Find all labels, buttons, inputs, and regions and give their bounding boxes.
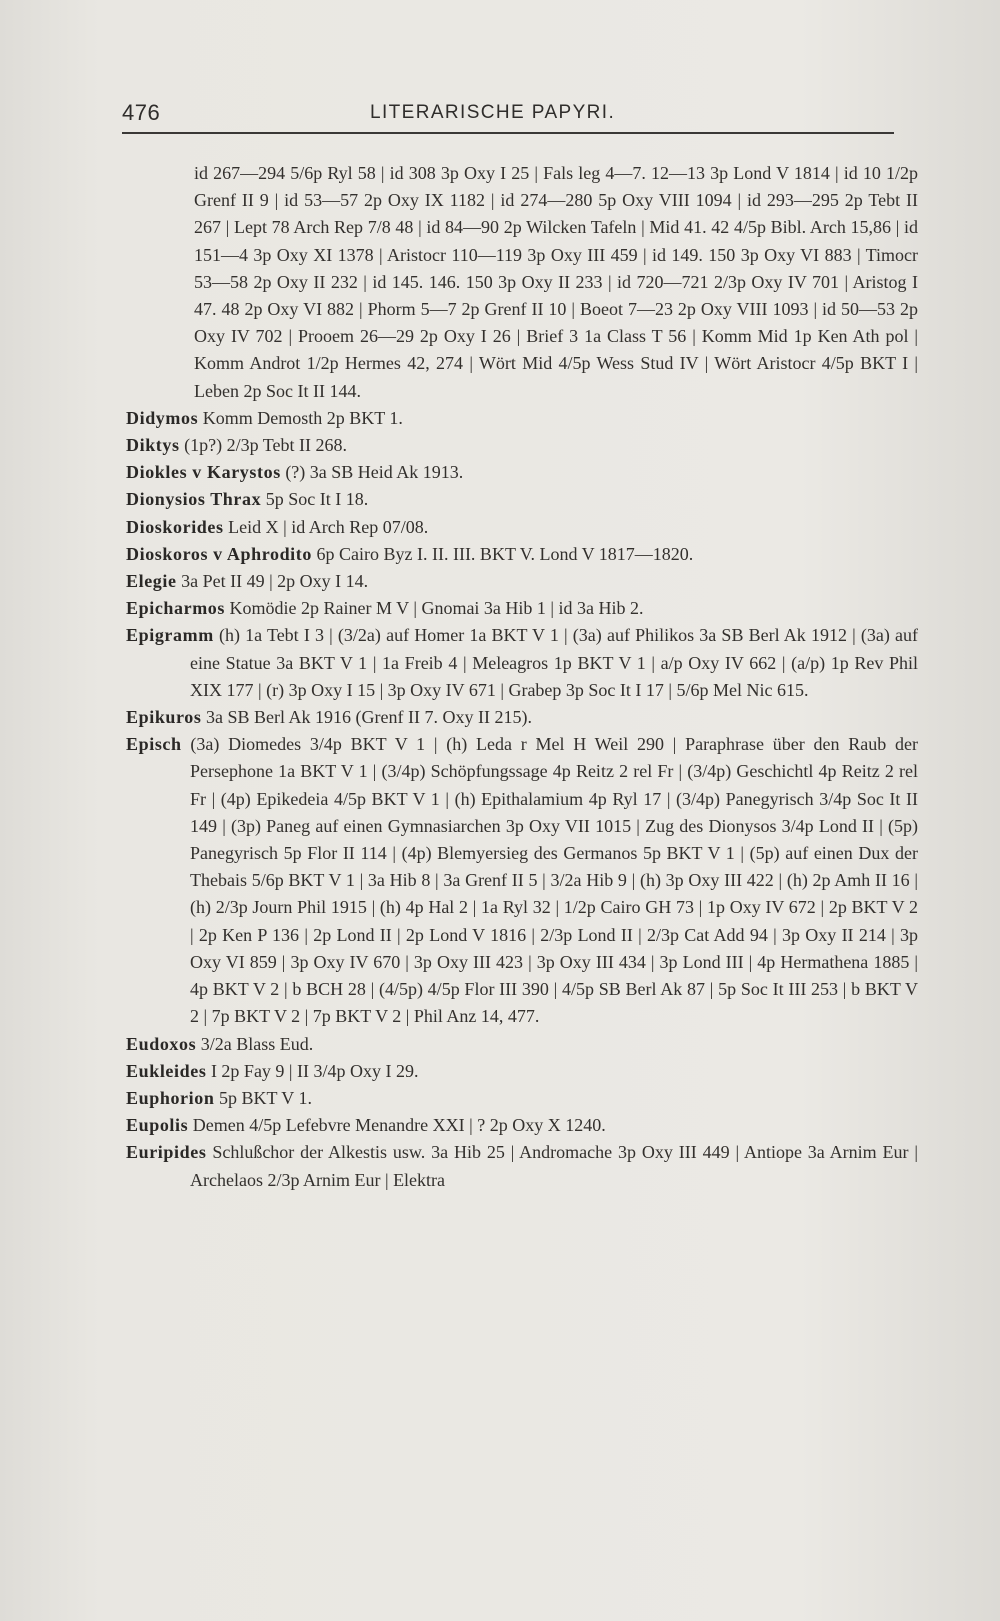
entry-lemma: Episch	[126, 734, 182, 755]
index-entry	[126, 731, 918, 1030]
index-entry-continuation	[126, 160, 918, 405]
index-entry	[126, 568, 918, 595]
entry-lemma: Dioskoros v Aphrodito	[126, 543, 312, 564]
entry-text: (?) 3a SB Heid Ak 1913.	[285, 462, 464, 483]
entry-text: Schlußchor der Alkestis usw. 3a Hib 25 | Andromache 3p Oxy III 449 | Antiope 3a Arnim Eur | Archelaos 2/3p Arnim Eur | Elektra	[190, 1142, 918, 1190]
index-entry	[126, 514, 918, 541]
index-entry	[126, 432, 918, 459]
entry-lemma: Diokles v Karystos	[126, 462, 281, 483]
entry-text: I 2p Fay 9 | II 3/4p Oxy I 29.	[210, 1060, 419, 1081]
index-entry	[126, 1085, 918, 1112]
page-number: 476	[122, 100, 161, 125]
entry-lemma: Dioskorides	[126, 516, 224, 537]
entry-lemma: Euphorion	[126, 1087, 215, 1108]
entry-lemma: Euripides	[126, 1142, 207, 1163]
index-entry	[126, 622, 918, 704]
entry-text: id 267—294 5/6p Ryl 58 | id 308 3p Oxy I 25 | Fals leg 4—7. 12—13 3p Lond V 1814 | id 10 1/2p Grenf II 9 | id 53—57 2p Oxy IX 1182 | id 274—280 5p Oxy VIII 1094 | id 293—295 2p Tebt II 267 | Lept 78 Arch Rep 7/8 48 | id 84—90 2p Wilcken Tafeln | Mid 41. 42 4/5p Bibl. Arch 15,86 | id 151—4 3p Oxy XI 1378 | Aristocr 110—119 3p Oxy III 459 | id 149. 150 3p Oxy VI 883 | Timocr 53—58 2p Oxy II 232 | id 145. 146. 150 3p Oxy II 233 | id 720—721 2/3p Oxy IV 701 | Aristog I 47. 48 2p Oxy VI 882 | Phorm 5—7 2p Grenf II 10 | Boeot 7—23 2p Oxy VIII 1093 | id 50—53 2p Oxy IV 702 | Prooem 26—29 2p Oxy I 26 | Brief 3 1a Class T 56 | Komm Mid 1p Ken Ath pol | Komm Androt 1/2p Hermes 42, 274 | Wört Mid 4/5p Wess Stud IV | Wört Aristocr 4/5p BKT I | Leben 2p Soc It II 144.	[194, 163, 918, 401]
entry-lemma: Eukleides	[126, 1060, 207, 1081]
entry-text: Komm Demosth 2p BKT 1.	[202, 407, 403, 428]
running-title: LITERARISCHE PAPYRI.	[370, 102, 616, 123]
entry-lemma: Eudoxos	[126, 1033, 197, 1054]
index-entry	[126, 704, 918, 731]
header-rule	[122, 132, 894, 134]
index-text	[126, 160, 918, 1194]
entry-text: Leid X | id Arch Rep 07/08.	[228, 516, 429, 537]
index-entry	[126, 595, 918, 622]
entry-text: 5p BKT V 1.	[218, 1087, 312, 1108]
entry-text: 3a Pet II 49 | 2p Oxy I 14.	[181, 571, 369, 592]
entry-text: 3/2a Blass Eud.	[200, 1033, 314, 1054]
entry-text: 3a SB Berl Ak 1916 (Grenf II 7. Oxy II 215).	[206, 707, 532, 728]
entry-lemma: Epicharmos	[126, 598, 226, 619]
entry-text: (1p?) 2/3p Tebt II 268.	[184, 435, 347, 456]
entry-text: 6p Cairo Byz I. II. III. BKT V. Lond V 1817—1820.	[316, 543, 694, 564]
entry-lemma: Didymos	[126, 407, 199, 428]
entry-lemma: Epikuros	[126, 707, 202, 728]
page-header	[122, 100, 894, 140]
entry-lemma: Epigramm	[126, 625, 214, 646]
entry-text: (3a) Diomedes 3/4p BKT V 1 | (h) Leda r Mel H Weil 290 | Paraphrase über den Raub der Persephone 1a BKT V 1 | (3/4p) Schöpfungssage 4p Reitz 2 rel Fr | (3/4p) Geschichtl 4p Reitz 2 rel Fr | (4p) Epikedeia 4/5p BKT V 1 | (h) Epithalamium 4p Ryl 17 | (3/4p) Panegyrisch 3/4p Soc It II 149 | (3p) Paneg auf einen Gymnasiarchen 3p Oxy VII 1015 | Zug des Dionysos 3/4p Lond II | (5p) Panegyrisch 5p Flor II 114 | (4p) Blemyersieg des Germanos 5p BKT V 1 | (5p) auf einen Dux der Thebais 5/6p BKT V 1 | 3a Hib 8 | 3a Grenf II 5 | 3/2a Hib 9 | (h) 3p Oxy III 422 | (h) 2p Amh II 16 | (h) 2/3p Journ Phil 1915 | (h) 4p Hal 2 | 1a Ryl 32 | 1/2p Cairo GH 73 | 1p Oxy IV 672 | 2p BKT V 2 | 2p Ken P 136 | 2p Lond II | 2p Lond V 1816 | 2/3p Lond II | 2/3p Cat Add 94 | 3p Oxy II 214 | 3p Oxy VI 859 | 3p Oxy IV 670 | 3p Oxy III 423 | 3p Oxy III 434 | 3p Lond III | 4p Hermathena 1885 | 4p BKT V 2 | b BCH 28 | (4/5p) 4/5p Flor III 390 | 4/5p SB Berl Ak 87 | 5p Soc It III 253 | b BKT V 2 | 7p BKT V 2 | 7p BKT V 2 | Phil Anz 14, 477.	[190, 734, 918, 1027]
index-entry	[126, 1031, 918, 1058]
entry-text: Demen 4/5p Lefebvre Menandre XXI | ? 2p Oxy X 1240.	[192, 1115, 606, 1136]
index-entry	[126, 405, 918, 432]
entry-text: Komödie 2p Rainer M V | Gnomai 3a Hib 1 | id 3a Hib 2.	[229, 598, 644, 619]
entry-lemma: Eupolis	[126, 1115, 189, 1136]
index-entry	[126, 1112, 918, 1139]
entry-text: (h) 1a Tebt I 3 | (3/2a) auf Homer 1a BKT V 1 | (3a) auf Philikos 3a SB Berl Ak 1912 | (3a) auf eine Statue 3a BKT V 1 | 1a Freib 4 | Meleagros 1p BKT V 1 | a/p Oxy IV 662 | (a/p) 1p Rev Phil XIX 177 | (r) 3p Oxy I 15 | 3p Oxy IV 671 | Grabep 3p Soc It I 17 | 5/6p Mel Nic 615.	[190, 625, 918, 700]
index-entry	[126, 1058, 918, 1085]
entry-lemma: Dionysios Thrax	[126, 489, 262, 510]
index-entry	[126, 459, 918, 486]
index-entry	[126, 1139, 918, 1193]
entry-lemma: Elegie	[126, 571, 177, 592]
entry-text: 5p Soc It I 18.	[265, 489, 369, 510]
entry-lemma: Diktys	[126, 435, 180, 456]
index-entry	[126, 486, 918, 513]
index-entry	[126, 541, 918, 568]
